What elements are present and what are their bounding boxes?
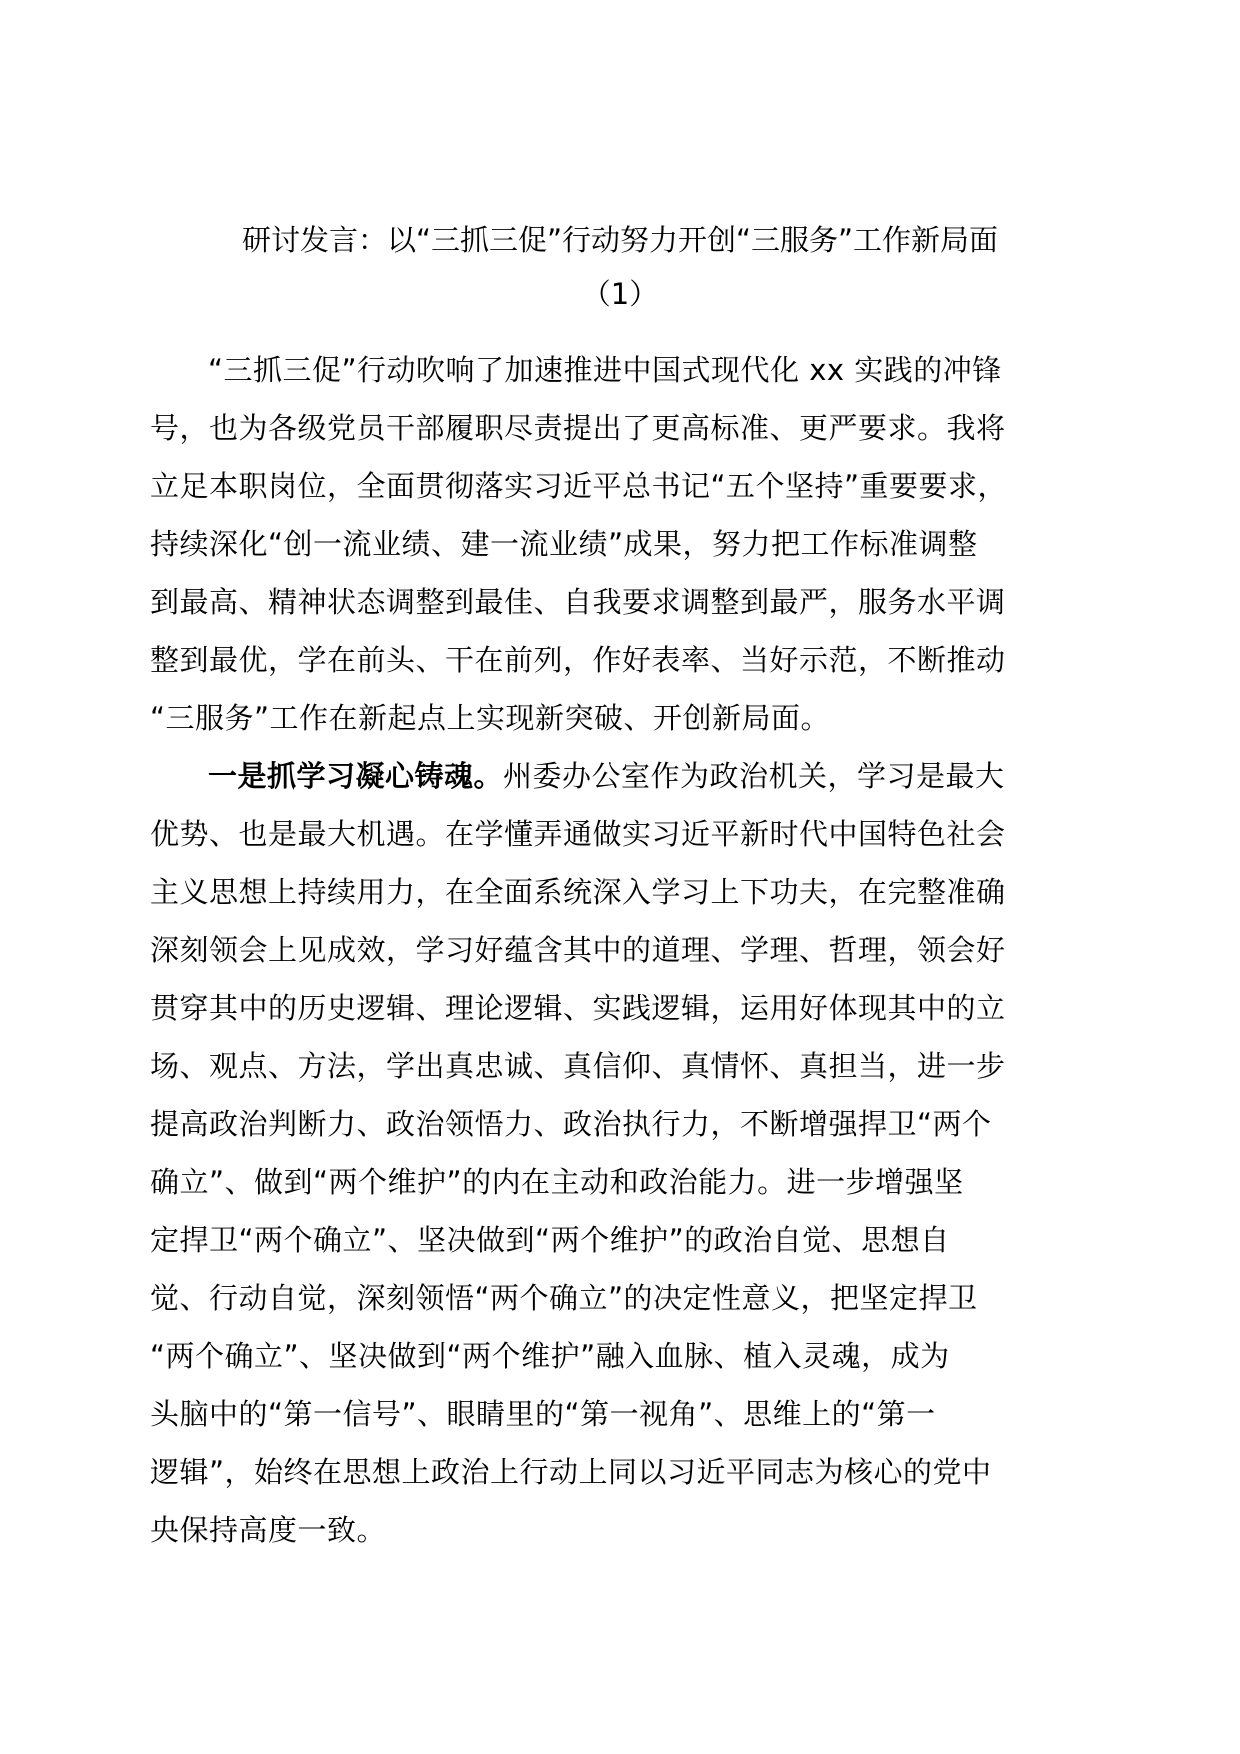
paragraph-line: 逻辑”，始终在思想上政治上行动上同以习近平同志为核心的党中 [150, 1455, 992, 1489]
paragraph-line: 央保持高度一致。 [150, 1513, 387, 1547]
paragraph-line: “两个确立”、坚决做到“两个维护”融入血脉、植入灵魂，成为 [150, 1339, 950, 1373]
paragraph-line: 场、观点、方法，学出真忠诚、真信仰、真情怀、真担当，进一步 [150, 1049, 1006, 1083]
paragraph-line: 觉、行动自觉，深刻领悟“两个确立”的决定性意义，把坚定捍卫 [150, 1281, 978, 1315]
paragraph-line: 立足本职岗位，全面贯彻落实习近平总书记“五个坚持”重要要求， [150, 469, 1008, 503]
paragraph-line: 头脑中的“第一信号”、眼睛里的“第一视角”、思维上的“第一 [150, 1397, 936, 1431]
paragraph-line: 主义思想上持续用力，在全面系统深入学习上下功夫，在完整准确 [150, 875, 1006, 909]
paragraph-line: “三抓三促”行动吹响了加速推进中国式现代化 xx 实践的冲锋 [208, 353, 1002, 387]
paragraph-line: 定捍卫“两个确立”、坚决做到“两个维护”的政治自觉、思想自 [150, 1223, 950, 1257]
paragraph-line: 整到最优，学在前头、干在前列，作好表率、当好示范，不断推动 [150, 643, 1006, 677]
paragraph-line: “三服务”工作在新起点上实现新突破、开创新局面。 [150, 701, 831, 735]
paragraph-intro [150, 341, 1070, 747]
paragraph-study [150, 747, 1070, 1559]
paragraph-text: 州委办公室作为政治机关，学习是最大 [503, 759, 1005, 793]
section-heading-inline: 一是抓学习凝心铸魂。 [208, 759, 504, 793]
paragraph-line: 号，也为各级党员干部履职尽责提出了更高标准、更严要求。我将 [150, 411, 1006, 445]
paragraph-line: 持续深化“创一流业绩、建一流业绩”成果，努力把工作标准调整 [150, 527, 978, 561]
paragraph-line: 深刻领会上见成效，学习好蕴含其中的道理、学理、哲理，领会好 [150, 933, 1006, 967]
paragraph-line: 到最高、精神状态调整到最佳、自我要求调整到最严，服务水平调 [150, 585, 1006, 619]
paragraph-line: 确立”、做到“两个维护”的内在主动和政治能力。进一步增强坚 [150, 1165, 964, 1199]
paragraph-line: 提高政治判断力、政治领悟力、政治执行力，不断增强捍卫“两个 [150, 1107, 992, 1141]
title-line-2: （1） [581, 277, 659, 311]
paragraph-line: 优势、也是最大机遇。在学懂弄通做实习近平新时代中国特色社会 [150, 817, 1006, 851]
document-title [150, 213, 1090, 321]
paragraph-line: 贯穿其中的历史逻辑、理论逻辑、实践逻辑，运用好体现其中的立 [150, 991, 1006, 1025]
paragraph-first-line [150, 747, 1070, 805]
document-body [150, 341, 1070, 1559]
title-line-1: 研讨发言：以“三抓三促”行动努力开创“三服务”工作新局面 [241, 223, 999, 257]
